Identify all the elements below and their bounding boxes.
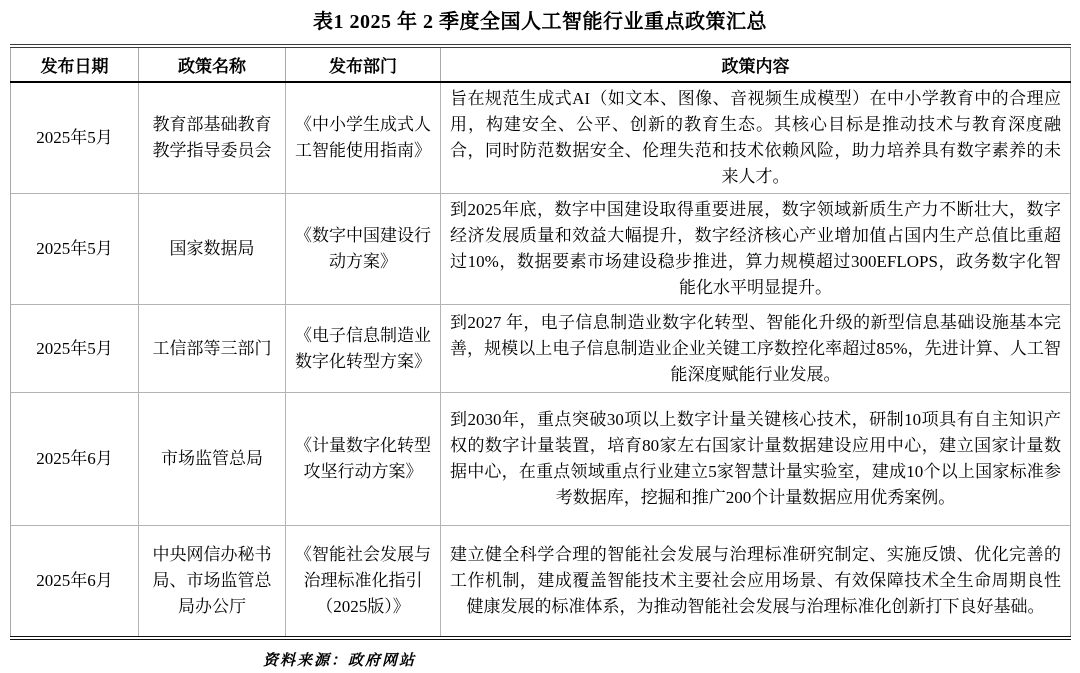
cell-policy-name: 教育部基础教育教学指导委员会 (139, 82, 286, 194)
cell-policy-name: 工信部等三部门 (139, 305, 286, 393)
policy-table-body (11, 82, 1071, 638)
cell-issuing-dept: 《数字中国建设行动方案》 (286, 194, 441, 305)
table-row (11, 305, 1071, 393)
cell-policy-content: 旨在规范生成式AI（如文本、图像、音视频生成模型）在中小学教育中的合理应用，构建安全、公平、创新的教育生态。其核心目标是推动技术与教育深度融合，同时防范数据安全、伦理失范和技术依赖风险，助力培养具有数字素养的未来人才。 (441, 82, 1071, 194)
table-row (11, 393, 1071, 526)
cell-publish-date: 2025年5月 (11, 82, 139, 194)
header-policy-name: 政策名称 (139, 46, 286, 82)
cell-policy-content: 建立健全科学合理的智能社会发展与治理标准研究制定、实施反馈、优化完善的工作机制，建成覆盖智能技术主要社会应用场景、有效保障技术全生命周期良性健康发展的标准体系，为推动智能社会发展与治理标准化创新打下良好基础。 (441, 526, 1071, 638)
table-row (11, 82, 1071, 194)
cell-publish-date: 2025年5月 (11, 305, 139, 393)
header-row (11, 46, 1071, 82)
header-publish-date: 发布日期 (11, 46, 139, 82)
policy-table-header (11, 46, 1071, 82)
table-row (11, 194, 1071, 305)
cell-policy-name: 中央网信办秘书局、市场监管总局办公厅 (139, 526, 286, 638)
table-row (11, 526, 1071, 638)
cell-policy-name: 市场监管总局 (139, 393, 286, 526)
data-source-note: 资料来源：政府网站 (263, 652, 417, 669)
cell-publish-date: 2025年6月 (11, 393, 139, 526)
cell-policy-name: 国家数据局 (139, 194, 286, 305)
cell-issuing-dept: 《中小学生成式人工智能使用指南》 (286, 82, 441, 194)
cell-issuing-dept: 《计量数字化转型攻坚行动方案》 (286, 393, 441, 526)
cell-publish-date: 2025年5月 (11, 194, 139, 305)
cell-issuing-dept: 《电子信息制造业数字化转型方案》 (286, 305, 441, 393)
header-issuing-dept: 发布部门 (286, 46, 441, 82)
cell-issuing-dept: 《智能社会发展与治理标准化指引（2025版）》 (286, 526, 441, 638)
table-title: 表1 2025 年 2 季度全国人工智能行业重点政策汇总 (313, 11, 767, 33)
cell-policy-content: 到2030年，重点突破30项以上数字计量关键核心技术，研制10项具有自主知识产权的数字计量装置，培育80家左右国家计量数据建设应用中心，建立国家计量数据中心，在重点领域重点行业建立5家智慧计量实验室，建成10个以上国家标准参考数据库，挖掘和推广200个计量数据应用优秀案例。 (441, 393, 1071, 526)
header-policy-content: 政策内容 (441, 46, 1071, 82)
policy-table (10, 44, 1071, 640)
cell-policy-content: 到2025年底，数字中国建设取得重要进展，数字领域新质生产力不断壮大，数字经济发展质量和效益大幅提升，数字经济核心产业增加值占国内生产总值比重超过10%，数据要素市场建设稳步推进，算力规模超过300EFLOPS，政务数字化智能化水平明显提升。 (441, 194, 1071, 305)
cell-publish-date: 2025年6月 (11, 526, 139, 638)
cell-policy-content: 到2027 年，电子信息制造业数字化转型、智能化升级的新型信息基础设施基本完善，规模以上电子信息制造业企业关键工序数控化率超过85%，先进计算、人工智能深度赋能行业发展。 (441, 305, 1071, 393)
